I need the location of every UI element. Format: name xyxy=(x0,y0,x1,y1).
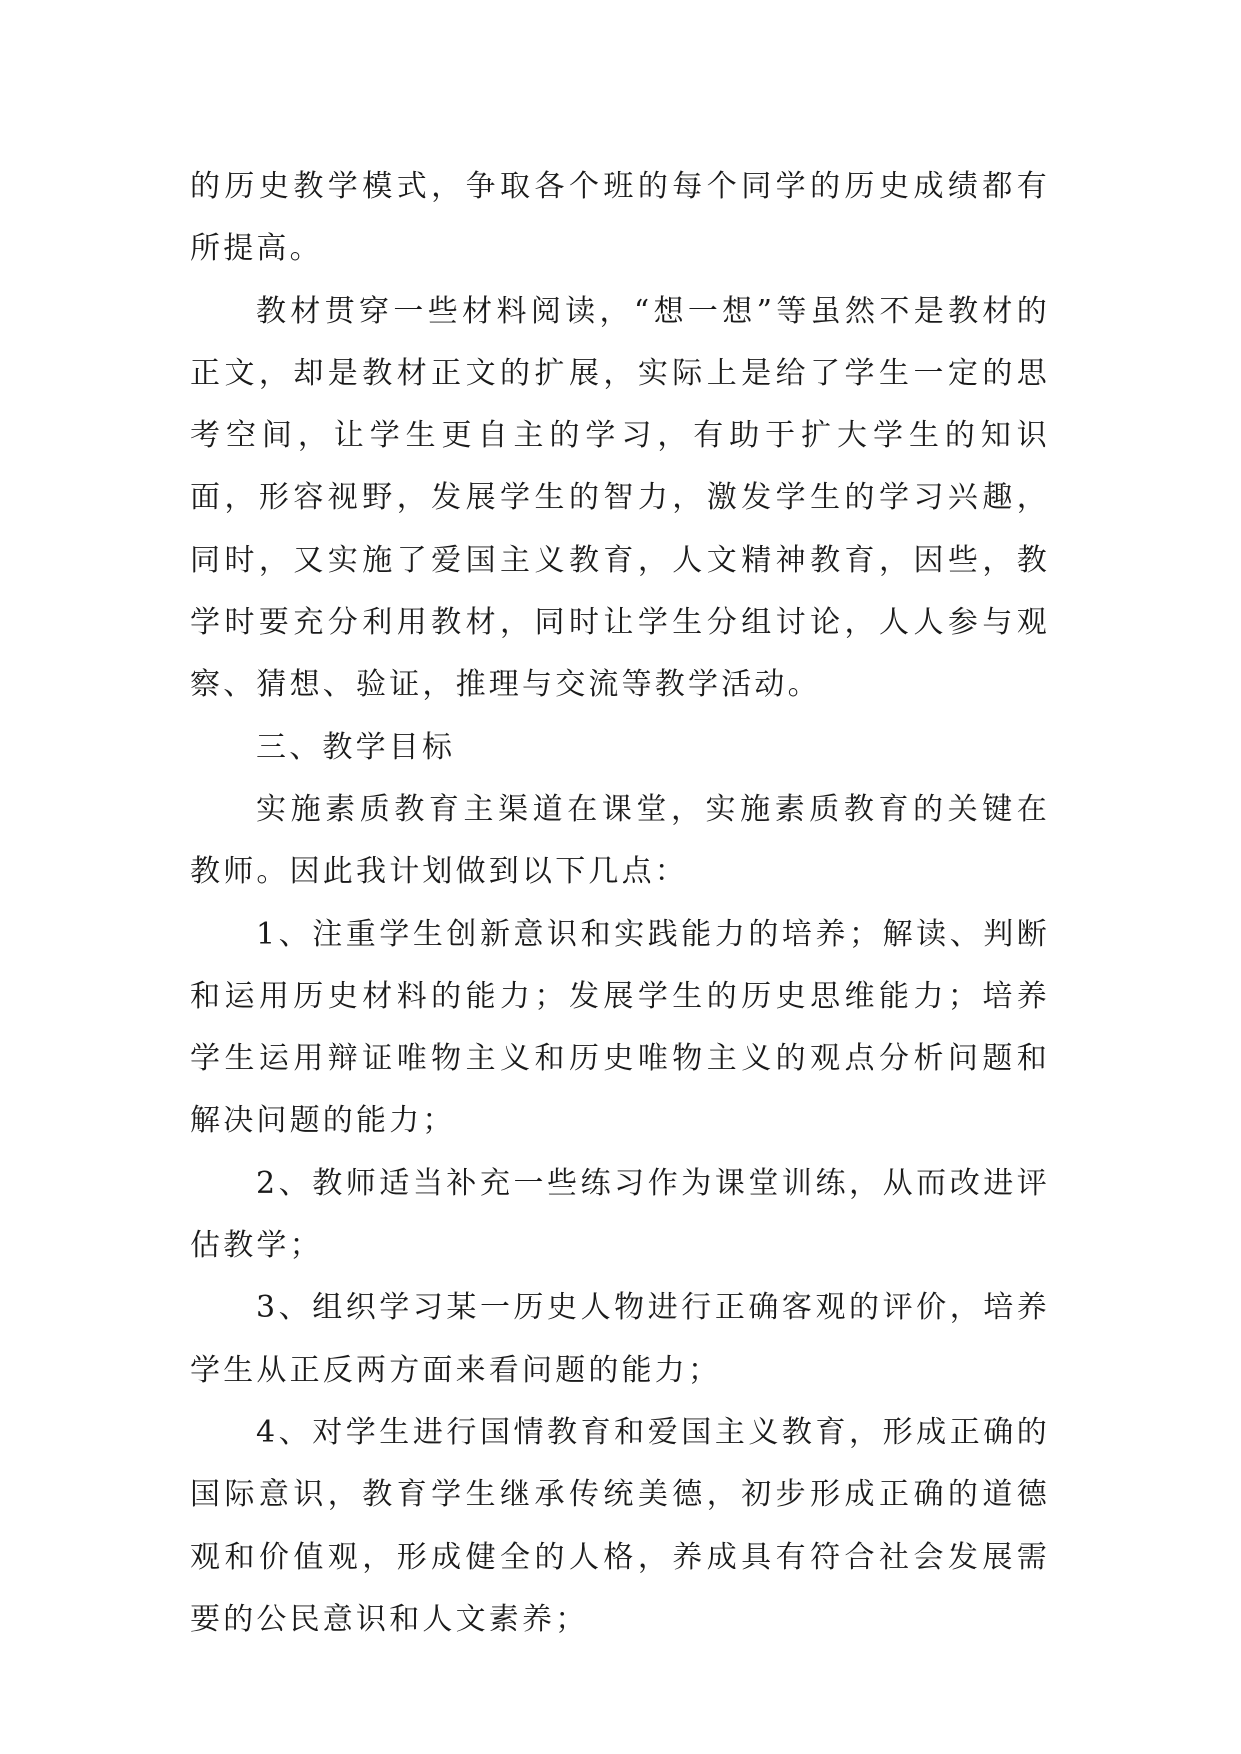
section-heading-teaching-goals: 三、教学目标 xyxy=(256,729,456,765)
list-item-4: 4、对学生进行国情教育和爱国主义教育，形成正确的国际意识，教育学生继承传统美德，初步形成正确的道德观和价值观，形成健全的人格，养成具有符合社会发展需要的公民意识和人文素养； xyxy=(190,1414,1050,1637)
paragraph-textbook-materials: 教材贯穿一些材料阅读，“想一想”等虽然不是教材的正文，却是教材正文的扩展，实际上是给了学生一定的思考空间，让学生更自主的学习，有助于扩大学生的知识面，形容视野，发展学生的智力，激发学生的学习兴趣，同时，又实施了爱国主义教育，人文精神教育，因些，教学时要充分利用教材，同时让学生分组讨论，人人参与观察、猜想、验证，推理与交流等教学活动。 xyxy=(190,293,1050,703)
paragraph-continuation: 的历史教学模式，争取各个班的每个同学的历史成绩都有所提高。 xyxy=(190,169,1050,267)
paragraph-quality-education: 实施素质教育主渠道在课堂，实施素质教育的关键在教师。因此我计划做到以下几点： xyxy=(190,791,1050,890)
list-item-2: 2、教师适当补充一些练习作为课堂训练，从而改进评估教学； xyxy=(190,1165,1050,1264)
list-item-3: 3、组织学习某一历史人物进行正确客观的评价，培养学生从正反两方面来看问题的能力； xyxy=(190,1290,1050,1388)
document-body xyxy=(190,156,1050,1651)
list-item-1: 1、注重学生创新意识和实践能力的培养；解读、判断和运用历史材料的能力；发展学生的历史思维能力；培养学生运用辩证唯物主义和历史唯物主义的观点分析问题和解决问题的能力； xyxy=(190,916,1050,1139)
